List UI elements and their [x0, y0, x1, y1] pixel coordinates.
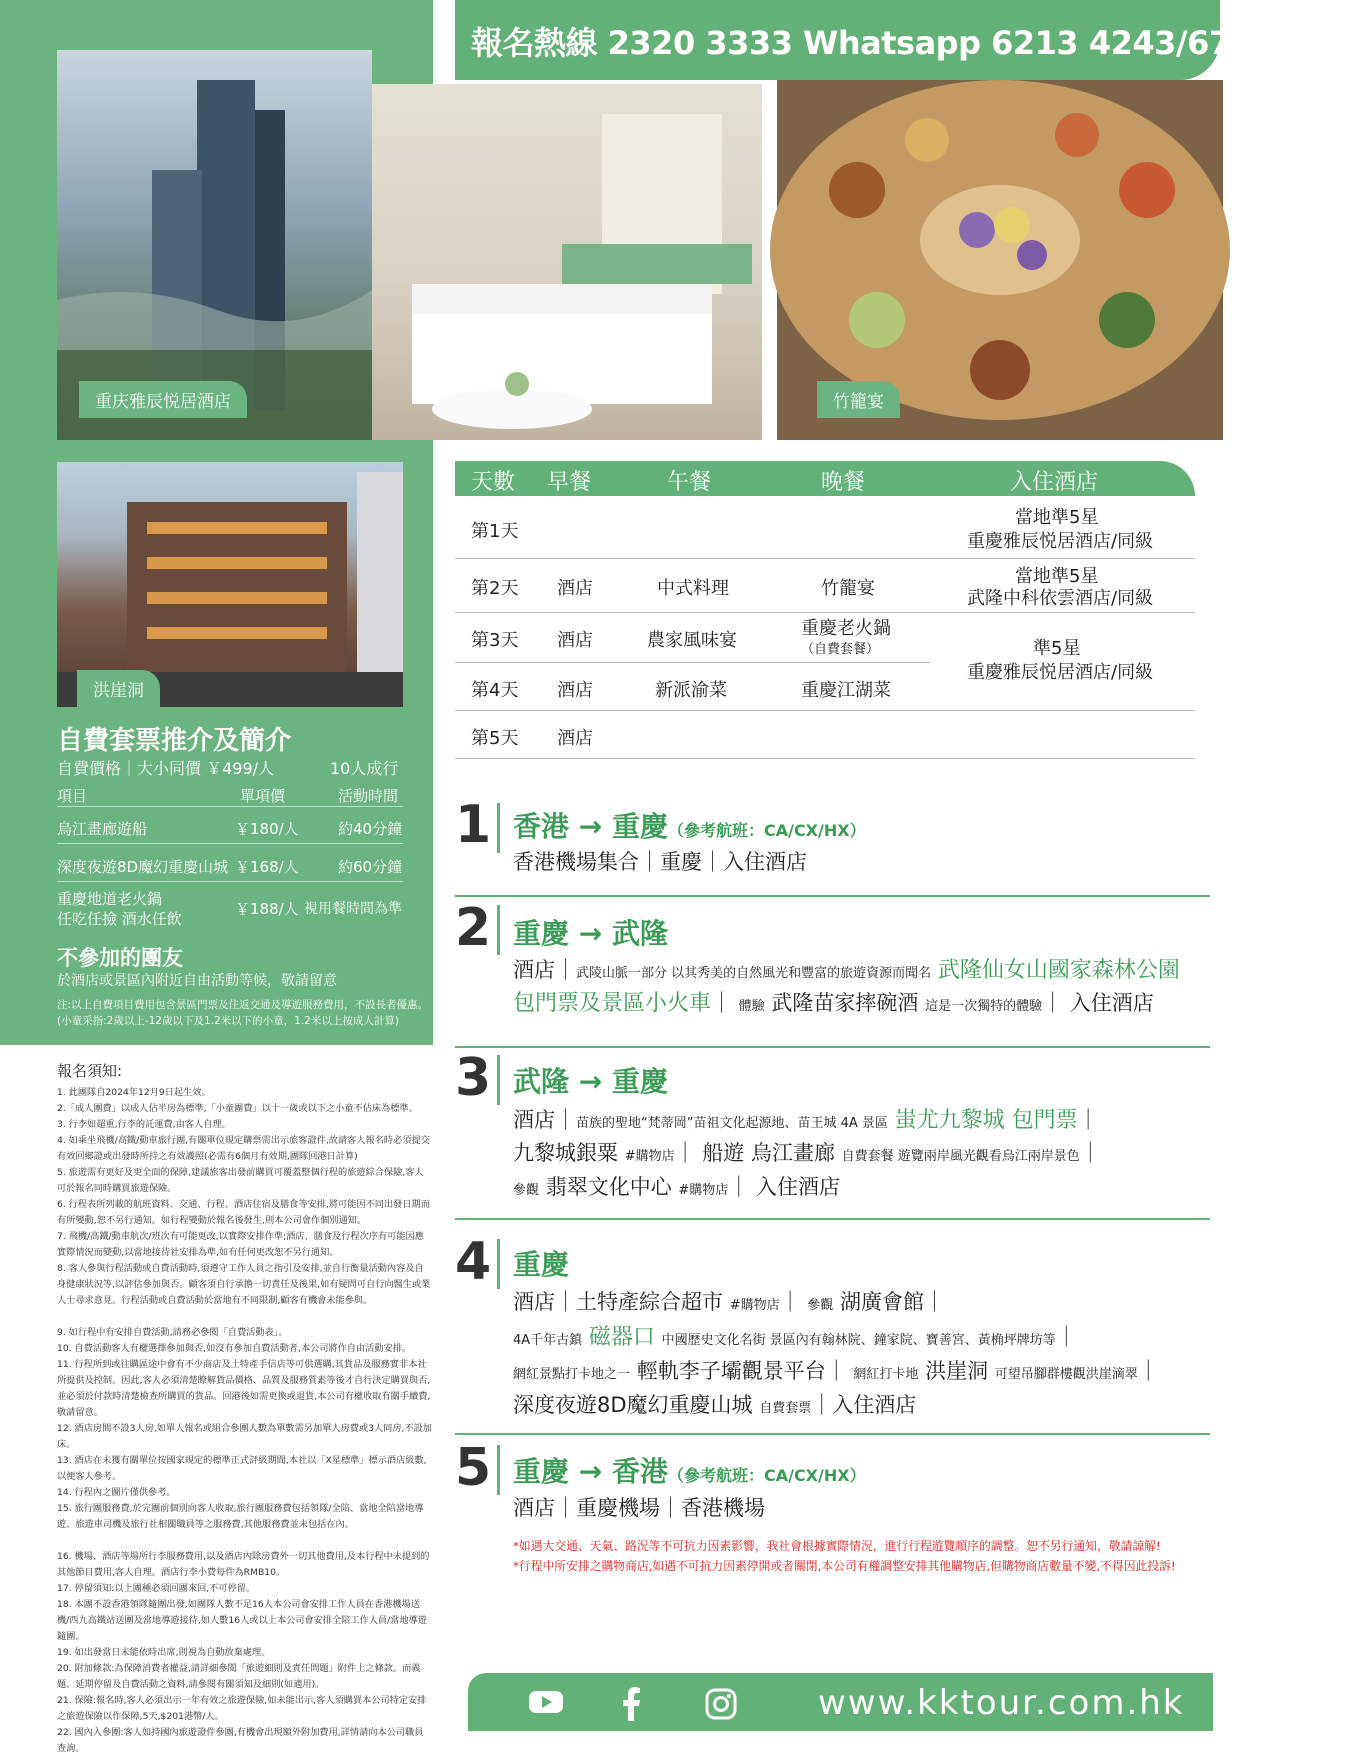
day-title [513, 1450, 866, 1490]
day-bar [497, 905, 500, 955]
meal-row [455, 664, 1195, 710]
day-line [513, 953, 1180, 984]
hotel-room-illustration [372, 84, 762, 440]
day-divider [455, 1433, 1210, 1435]
day-number: 1 [455, 795, 492, 855]
day-number: 5 [455, 1438, 492, 1498]
day-line [513, 1389, 916, 1419]
highlight: 武隆仙女山國家森林公園 [937, 958, 1180, 983]
text: 洪崖洞 [925, 1359, 989, 1383]
text: 酒店｜ [513, 1108, 576, 1132]
banquet-photo-caption: 竹籠宴 [817, 381, 900, 418]
row-day: 第5天 [471, 728, 519, 749]
day-divider [455, 895, 1210, 897]
header-breakfast: 早餐 [547, 470, 592, 495]
row-dinner: 重慶老火鍋 [801, 618, 891, 639]
note-item: 14. 行程內之圖片僅供參考。 [57, 1487, 176, 1498]
selfpay-divider [57, 881, 403, 882]
text: #購物店 [678, 1183, 729, 1198]
row-dinner: 竹籠宴 [821, 578, 875, 599]
day-divider [455, 1218, 1210, 1220]
row-day: 第4天 [471, 680, 519, 701]
note-item: 16. 機場、酒店等場所行李服務費用,以及酒店內除房費外一切其他費用,及本行程中未提到的其他節目費用,客人自理。酒店行李小費每件為RMB10。 [57, 1551, 430, 1578]
selfpay-item-name: 重慶地道老火鍋 [57, 890, 163, 908]
row-hotel1: 準5星 [1033, 638, 1081, 659]
text: ｜ [923, 1290, 945, 1314]
day-bar [497, 1239, 500, 1289]
meal-row [455, 712, 1195, 758]
row-divider [455, 662, 930, 663]
highlight: 蚩尤九黎城 包門票 [894, 1108, 1078, 1133]
text: ｜ [779, 1290, 801, 1314]
header-hotel: 入住酒店 [1010, 470, 1099, 495]
row-lunch: 農家風味宴 [647, 630, 737, 651]
selfpay-item-price: ￥188/人 [235, 900, 299, 918]
text: ｜入住酒店 [811, 1393, 917, 1417]
text: 苗族的聖地“梵蒂岡”苗祖文化起源地、苗王城 4A 景區 [576, 1116, 888, 1131]
text: 體驗 [738, 999, 765, 1014]
selfpay-divider [57, 806, 403, 807]
selfpay-min-people: 10人成行 [330, 759, 399, 778]
row-hotel1: 當地準5星 [1015, 566, 1099, 587]
text: 參觀 [513, 1183, 540, 1198]
note-item: 20. 附加條款:為保障消費者權益,請詳細參閱「旅遊細則及責任問題」附件上之條款。而義題、延期停留及自費活動之資料,請參閱有關須知及細則(如適用)。 [57, 1663, 421, 1690]
selfpay-title: 自費套票推介及簡介 [57, 726, 292, 756]
text: ｜ 入住酒店 [1042, 991, 1154, 1015]
row-dinner-note: （自費套餐） [801, 642, 880, 657]
note-item: 5. 旅遊需有更好及更全面的保障,建議旅客出發前購買可覆蓋整個行程的旅遊綜合保險,客人可於報名同時購買旅遊保險。 [57, 1167, 424, 1194]
selfpay-item-name2: 任吃任撿 酒水任飲 [57, 910, 182, 928]
warning-text: *如遇大交通、天氣、路況等不可抗力因素影響，我社會根據實際情況，進行行程遊覽順序的調整。恕不另行通知，敬請諒解! [513, 1539, 1161, 1553]
note-item: 22. 國內入參團:客人如持國內旅遊證件參團,有機會出現額外附加費用,詳情請向本公司職員查詢。 [57, 1727, 424, 1754]
note-item: 1. 此團隊自2024年12月9日起生效。 [57, 1087, 211, 1098]
selfpay-col-item: 項目 [57, 787, 88, 805]
text: 酒店｜土特產綜合超市 [513, 1290, 723, 1314]
row-day: 第2天 [471, 578, 519, 599]
selfpay-item-name: 烏江畫廊遊船 [57, 820, 148, 838]
text: #購物店 [624, 1149, 675, 1164]
row-hotel2: 重慶雅辰悦居酒店/同級 [967, 531, 1154, 552]
text: 中國歷史文化名街 景區內有翰林院、鐘家院、寶善宮、黃桷坪牌坊等 [661, 1333, 1056, 1348]
text: ｜ 船遊 烏江畫廊 [674, 1141, 835, 1165]
selfpay-note2: (小童采指:2歲以上-12歲以下及1.2米以下的小童，1.2米以上按成人計算) [57, 1015, 399, 1027]
text: 深度夜遊8D魔幻重慶山城 [513, 1393, 753, 1417]
day-line: 香港機場集合｜重慶｜入住酒店 [513, 850, 807, 874]
day-title [513, 805, 866, 845]
notes-title: 報名須知: [57, 1062, 123, 1080]
row-divider [455, 558, 1195, 559]
facebook-icon[interactable] [616, 1687, 648, 1717]
header-lunch: 午餐 [667, 470, 712, 495]
selfpay-note1: 注:以上自費項目費用包含景區門票及住返交通及導遊服務費用，不設長者優惠。 [57, 999, 429, 1011]
youtube-icon[interactable] [528, 1687, 560, 1717]
day-flight: （參考航班：CA/CX/HX） [667, 821, 866, 840]
selfpay-item-time: 約60分鐘 [338, 858, 403, 876]
text: #購物店 [729, 1298, 780, 1313]
text: 自費套餐 遊覽兩岸風光觀看烏江兩岸景色 [841, 1149, 1080, 1164]
note-item: 15. 旅行團服務費,於完團前個別向客人收取,旅行團服務費包括領隊/全陪、當地全陪當地導遊、旅遊車司機及旅行社相關職員等之服務費,其他服務費並未包括在內。 [57, 1503, 424, 1530]
hotel-room-photo [372, 84, 762, 440]
day-route: 重慶 → 香港 [513, 1455, 668, 1488]
row-lunch: 新派渝菜 [655, 680, 727, 701]
text: 參觀 [807, 1298, 834, 1313]
hongya-photo-caption: 洪崖洞 [77, 670, 160, 707]
text: ｜ [1077, 1108, 1099, 1132]
note-item: 2.「成人團費」以成人佔半房為標準,「小童團費」以十一歲或以下之小童不佔床為標準。 [57, 1103, 418, 1114]
day-route: 重慶 → 武隆 [513, 917, 668, 950]
note-item: 11. 行程所到或往購區途中會有不少商店及土特產手信店等可供選購,其貨品及服務實非本社所提供及控制。因此,客人必須清楚瞭解貨品價格、品質及服務質素等後才自行決定購買與否,並必須於付款時清楚檢查所購買的貨品。回港後如需更換或退貨,本公司有權收取有關手續費,敬請留意。 [57, 1359, 431, 1418]
text: ｜ [825, 1359, 847, 1383]
highlight: 磁器口 [588, 1325, 655, 1350]
day-route: 重慶 [513, 1248, 570, 1281]
note-item: 13. 酒店在未獲有關單位按國家規定的標準正式評級期間,本社以「X星標準」標示酒店級數,以便客人參考。 [57, 1455, 427, 1482]
row-day: 第3天 [471, 630, 519, 651]
text: ｜ [711, 991, 733, 1015]
footer-bar [468, 1673, 1213, 1731]
meal-row [455, 614, 1195, 683]
day-number: 4 [455, 1232, 492, 1292]
day-number: 2 [455, 898, 492, 958]
text: ｜ [1055, 1325, 1077, 1349]
text: ｜ 入住酒店 [728, 1175, 840, 1199]
meal-table-header [455, 461, 1195, 496]
instagram-icon[interactable] [704, 1687, 736, 1717]
day-line [513, 1137, 1101, 1167]
day-bar [497, 803, 500, 853]
selfpay-item-price: ￥180/人 [235, 820, 299, 838]
text: 這是一次獨特的體驗 [925, 999, 1043, 1014]
text: 湖廣會館 [839, 1290, 924, 1314]
hongya-cave-photo [57, 462, 403, 707]
day-line: 酒店｜重慶機場｜香港機場 [513, 1496, 765, 1520]
day-flight: （參考航班：CA/CX/HX） [667, 1466, 866, 1485]
day-bar [497, 1445, 500, 1495]
meal-row [455, 503, 1195, 555]
header-day: 天數 [471, 470, 516, 495]
note-item: 10. 自費活動客人有權選擇參加與否,如沒有參加自費活動者,本公司將作自由活動安排。 [57, 1343, 412, 1354]
note-item: 7. 飛機/高鐵/動車航次/班次有可能更改,以實際安排作準;酒店、膳食及行程次序有可能因應實際情況而變動,以當地接待社安排為準,如有任何更改恕不另行通知。 [57, 1231, 424, 1258]
text: 可望吊腳群樓觀洪崖滴翠 [994, 1367, 1138, 1382]
text: 翡翠文化中心 [545, 1175, 672, 1199]
selfpay-item-time: 視用餐時間為準 [304, 901, 402, 917]
row-hotel1: 當地準5星 [1015, 507, 1099, 528]
day-route: 香港 → 重慶 [513, 810, 668, 843]
note-item: 18. 本團不設香港領隊隨團出發,如團隊人數不足16人本公司會安排工作人員在香港機場送機/西九高鐵站送團及當地導遊接待,如人數16人或以上本公司會安排全陪工作人員/當地導遊隨團。 [57, 1599, 427, 1642]
day-line [513, 1320, 1077, 1351]
day-line [513, 1103, 1099, 1134]
row-breakfast: 酒店 [557, 680, 593, 701]
banquet-photo [777, 80, 1223, 440]
row-breakfast: 酒店 [557, 578, 593, 599]
note-item: 19. 如出發當日未能依時出席,則視為自動放棄處理。 [57, 1647, 271, 1658]
hotline-banner [455, 0, 1372, 80]
day-line [513, 1286, 945, 1316]
row-breakfast: 酒店 [557, 630, 593, 651]
text: ｜ [1137, 1359, 1159, 1383]
day-line [513, 1355, 1159, 1385]
text: ｜ [1079, 1141, 1101, 1165]
day-route: 武隆 → 重慶 [513, 1065, 668, 1098]
meal-row [455, 562, 1195, 612]
text: 武隆苗家摔碗酒 [771, 991, 919, 1015]
day-bar [497, 1055, 500, 1105]
selfpay-price: 自費價格｜大小同價 ￥499/人 [57, 759, 275, 778]
text: 自費套票 [759, 1401, 812, 1416]
note-item: 9. 如行程中有安排自費活動,請務必參閱「自費活動表」。 [57, 1327, 288, 1338]
header-dinner: 晚餐 [821, 470, 866, 495]
note-item: 6. 行程表所列載的航班資料、交通、行程、酒店住宿及膳食等安排,將可能因不同出發日期而有所變動,恕不另行通知。如行程變動於報名後發生,則本公司會作個別通知。 [57, 1199, 430, 1226]
selfpay-item-price: ￥168/人 [235, 858, 299, 876]
note-item: 12. 酒店房間不設3人房,如單人報名或組合參團人數為單數需另加單人房費或3人同房,不設加床。 [57, 1423, 432, 1450]
row-divider [455, 758, 1195, 759]
row-hotel2: 武隆中科依雲酒店/同級 [967, 588, 1154, 609]
row-divider [455, 710, 1195, 711]
row-divider [455, 612, 1195, 613]
website-link[interactable]: www.kktour.com.hk [818, 1683, 1185, 1723]
note-item: 17. 停留須知:以上團種必須回團來回,不可停留。 [57, 1583, 256, 1594]
nojoin-title: 不參加的團友 [57, 946, 183, 970]
day-line [513, 1171, 840, 1201]
row-dinner: 重慶江湖菜 [801, 680, 891, 701]
row-day: 第1天 [471, 521, 519, 542]
text: 武陵山脈一部分 以其秀美的自然風光和豐富的旅遊資源而聞名 [576, 966, 932, 981]
row-lunch: 中式料理 [657, 578, 729, 599]
selfpay-item-name: 深度夜遊8D魔幻重慶山城 [57, 858, 229, 876]
day-divider [455, 1046, 1210, 1048]
note-item: 3. 行李如超重,行李的託運費,由客人自理。 [57, 1119, 231, 1130]
selfpay-col-time: 活動時間 [338, 787, 399, 805]
selfpay-col-price: 單項價 [240, 787, 286, 805]
hotel-exterior-photo [57, 50, 372, 440]
row-breakfast: 酒店 [557, 728, 593, 749]
text: 輕軌李子壩觀景平台 [636, 1359, 826, 1383]
day-line [513, 986, 1154, 1017]
note-item: 21. 保險:報名時,客人必須出示一年有效之旅遊保險,如未能出示,客人須購買本公司特定安排之旅遊保險以作保障,5天,$201港幣/人。 [57, 1695, 427, 1722]
hotel-photo-caption: 重庆雅辰悦居酒店 [79, 381, 247, 418]
row-hotel2: 重慶雅辰悦居酒店/同級 [967, 662, 1154, 683]
text: 網紅景點打卡地之一 [513, 1367, 631, 1382]
selfpay-item-time: 約40分鐘 [338, 820, 403, 838]
highlight: 包門票及景區小火車 [513, 991, 712, 1016]
text: 4A千年古鎮 [513, 1333, 583, 1348]
note-item: 4. 如乘坐飛機/高鐵/動車旅行團,有關單位規定購票需出示旅客證件,故請客人報名時必須提交有效回鄉證或出發時所持之有效護照(必需有6個月有效期,團隊回港日計算) [57, 1135, 430, 1162]
nojoin-text: 於酒店或景區內附近自由活動等候，敬請留意 [57, 973, 337, 989]
text: 九黎城銀粟 [513, 1141, 618, 1165]
day-number: 3 [455, 1048, 492, 1108]
hotline-text[interactable]: 報名熱線 2320 3333 Whatsapp 6213 4243/6745 3024 [471, 24, 1372, 62]
selfpay-divider [57, 843, 403, 844]
note-item: 8. 客人參與行程活動或自費活動時,須遵守工作人員之指引及安排,並自行衡量活動內容及自身健康狀況等,以評估參加與否。顧客須自行承擔一切責任及後果,如有疑問可自行向醫生或業人士尋求意見。行程活動或自費活動於當地有不同限制,顧客有機會未能參與。 [57, 1263, 431, 1306]
warning-text: *行程中所安排之購物商店,如遇不可抗力因素停開或者關閉,本公司有權調整安排其他購物店,但購物商店數量不變,不得因此投訴! [513, 1559, 1176, 1573]
text: 網紅打卡地 [853, 1367, 919, 1382]
text: 酒店｜ [513, 958, 576, 982]
